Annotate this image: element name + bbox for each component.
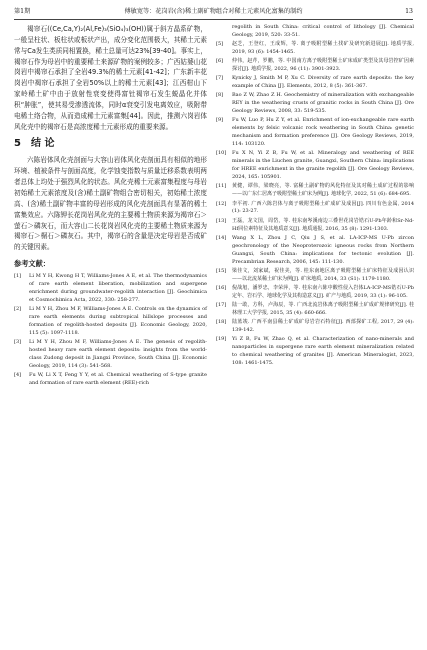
section-number: 5: [14, 138, 21, 150]
reference-number: [18]: [216, 318, 227, 325]
reference-number: [2]: [14, 306, 22, 313]
reference-item: [216, 235, 414, 267]
reference-text: 梁佳文，刘家斌，祝佳美，等. 桂东南地区离子吸附型稀土矿床特征及成因认识——以北流某稀土矿床为例[J]. 矿床地质, 2014, 33 (S1): 1179-1180.: [232, 267, 414, 282]
reference-item: [216, 41, 414, 57]
section-title: 结 论: [30, 138, 55, 150]
reference-item: [216, 302, 414, 318]
reference-text: Kynicky J, Smith M P, Xu C. Diversity of rare earth deposits: the key example of China [J]. Elements, 2012, 8 (5): 361-367.: [232, 75, 414, 90]
reference-number: [17]: [216, 301, 227, 308]
reference-item: [216, 58, 414, 74]
body-paragraph: 褐帘石((Ce,Ca,Y)₂(Al,Fe)₃(SiO₄)₃(OH))属于斜方晶系矿物，一般呈柱状、板柱状或板状产出，成分变化范围极大，其稀土元素常与Ca发生类质同相置换，稀土总量可达23%[39-40]。事实上，褐帘石作为母岩中的重要稀土来源矿物的案例较多；广西姑婆山花岗岩中褐帘石承担了全岩49.3%的稀土元素[41-42]；广东新丰花岗岩中褐帘石承担了全岩50%以上的稀土元素[43]；江西柑山下家岭稀土矿中由于放射性衰变使得富钍褐帘石发生蜕晶化并体积“肿胀”，使其易受渗透流体，同时α衰变引发电离效应，吸附带电稀土络合物，从而造成稀土元素富集[44]。因此，推测六岗岩体风化壳中的褐帘石是高浓度稀土元素形成的重要来源。: [14, 25, 207, 131]
reference-text: 王磊，龙文国，周岱，等. 桂东南岑溪南边三叠世花岗岩锆石U-Pb年龄和Sr-Nd-Hf同位素特征及其地质意义[J]. 地质通报, 2016, 35 (8): 1291-1303.: [232, 217, 414, 232]
reference-text: 仲伟，赵芹，罗鹏，等. 中国南方离子吸附型稀土矿床成矿类型及其母岩控矿因素探讨[J]. 地质学报, 2022, 96 (11): 3901-3923.: [232, 58, 414, 73]
reference-item: [216, 201, 414, 217]
reference-item: [14, 306, 207, 338]
reference-number: [9]: [216, 117, 224, 124]
running-header: [14, 6, 413, 20]
reference-text: Fu W, Li X T, Feng Y Y, et al. Chemical weathering of S-type granite and formation of rare earth element (REE)-rich: [29, 372, 207, 386]
reference-item: [216, 268, 414, 284]
reference-item: [14, 273, 207, 305]
reference-item: [216, 218, 414, 234]
reference-number: [19]: [216, 336, 227, 343]
reference-number: [12]: [216, 200, 227, 207]
reference-item: [14, 372, 207, 388]
reference-text: Li M Y H, Zhou M F, Williams-Jones A E. Controls on the dynamics of rare earth elements during subtropical hillslope processes and formation of regolith-hosted deposits [J]. Economic Geology, 2020, 115 (5): 1097-1118.: [29, 306, 207, 336]
issue-label: 第1期: [14, 8, 31, 15]
reference-text: 黄健，谭伟，梁晓亮，等. 富稀土副矿物的风化特征及其对稀土成矿过程的影响——以广东仁居离子吸附型稀土矿床为例[J]. 地球化学, 2022, 51 (6): 684-695.: [232, 183, 414, 198]
reference-text: regolith in South China: critical control of lithology [J]. Chemical Geology, 2019, 520: 33-51.: [232, 24, 414, 38]
reference-number: [3]: [14, 339, 22, 346]
reference-number: [4]: [14, 372, 22, 379]
reference-item: [216, 183, 414, 199]
reference-list-right: [216, 24, 414, 368]
reference-number: [10]: [216, 150, 227, 157]
reference-item: [216, 319, 414, 335]
reference-text: Li M Y H, Zhou M F, Williams-Jones A E. The genesis of regolith-hosted heavy rare earth element deposits: insights from the world-class Zudong deposit in Jiangxi Province, South China [J]. Economic Geology, 2019, 114 (3): 541-568.: [29, 339, 207, 369]
reference-text: 陆一敢，方科，卢海辰，等. 广西北流岩体离子吸附型稀土矿成矿规律研究[J]. 桂林理工大学学报, 2015, 35 (4): 660-666.: [232, 301, 414, 316]
reference-item: [216, 336, 414, 368]
reference-text: Fu X N, Yi Z B, Fu W, et al. Mineralogy and weathering of REE minerals in the Liuchen granite, Guangxi, Southern China: implications for HREE enrichment in the granite regolith [J]. Ore Geology Reviews, 2024, 165: 105901.: [232, 150, 414, 181]
reference-number: [13]: [216, 217, 227, 224]
reference-item: [216, 117, 414, 149]
reference-item: [216, 285, 414, 301]
reference-number: [5]: [216, 41, 224, 48]
reference-item: [216, 150, 414, 182]
references-heading: 参考文献：: [14, 259, 50, 269]
page-number: 13: [405, 8, 413, 15]
reference-number: [1]: [14, 273, 22, 280]
reference-number: [6]: [216, 58, 224, 65]
reference-text: Fu W, Luo P, Hu Z Y, et al. Enrichment of ion-exchangeable rare earth elements by felsic volcanic rock weathering in South China: genetic mechanism and formation preference [J]. Ore Geology Reviews, 2019, 114: 103120.: [232, 117, 414, 148]
reference-list-left: [14, 273, 207, 388]
reference-text: 倪战旭，潘罗忠，李荣萍，等. 桂东南六陈中酸性侵入岩体LA-ICP-MS锆石U-Pb定年、岩石学、地球化学及其构造意义[J]. 矿产与地质, 2019, 33 (1): 96-105.: [232, 284, 414, 299]
reference-number: [8]: [216, 92, 224, 99]
reference-text: 陆蓝竣. 广西平南县稀土矿成矿母岩岩石特征[J]. 西部探矿工程, 2017, 29 (4): 139-142.: [232, 318, 414, 333]
reference-item: [216, 92, 414, 116]
reference-item: [14, 339, 207, 371]
reference-number: [11]: [216, 183, 227, 190]
reference-number: [7]: [216, 75, 224, 82]
reference-item: [216, 24, 414, 40]
section-heading: [14, 137, 207, 151]
body-paragraph: 六陈岩体风化壳剖面与大容山岩体风化壳剖面具有相似的地形环境、植被条件与剖面高度，化学蚀变指数与质量迁移系数表明两者总体上均处于强烈风化的状态。风化壳稀土元素富集程度与母岩初始稀土元素浓度及(含)稀土副矿物组合密切相关，初始稀土浓度高、(含)稀土副矿物丰富的母岩形成的风化壳剖面具有显著的稀土富集效应。六陈钾长花岗岩风化壳的主要稀土物质来源为褐帘石＞萤石＞磷灰石，而大容山二长花岗岩风化壳的主要稀土物质来源为褐帘石＞榍石＞磷灰石。其中，褐帘石的含量是决定母岩是否成矿的关键因素。: [14, 156, 207, 252]
reference-item: [216, 75, 414, 91]
right-column: [216, 24, 414, 369]
reference-text: Li M Y H, Kwong H T, Williams-Jones A E, et al. The thermodynamics of rare earth element liberation, mobilization and supergene enrichment during groundwater-regolith interaction [J]. Geochimica et Cosmochimica Acta, 2022, 330: 258-277.: [29, 273, 207, 303]
reference-text: Yi Z B, Fu W, Zhao Q, et al. Characterization of nano-minerals and nanoparticles in supergene rare earth element mineralization related to chemical weathering of granites [J]. American Mineralogist, 2023, 108: 1461-1475.: [232, 336, 414, 366]
reference-number: [15]: [216, 267, 227, 274]
reference-text: 李平初. 广西六陈岩体与离子吸附型稀土矿成矿及成因[J]. 四川有色金属, 2014 (1): 23-27.: [232, 200, 414, 215]
reference-text: 赵芝，王登红，王成辉，等. 离子吸附型稀土找矿及研究新进展[J]. 地质学报, 2019, 93 (6): 1454-1465.: [232, 41, 414, 56]
reference-number: [14]: [216, 234, 227, 241]
reference-text: Bao Z W, Zhao Z H. Geochemistry of mineralization with exchangeable REY in the weathering crusts of granitic rocks in South China [J]. Ore Geology Reviews, 2008, 33: 519-535.: [232, 92, 414, 115]
running-title: 傅敏宽等：花岗岩(含)稀土副矿物组合对稀土元素风化富集的制约: [124, 8, 303, 15]
reference-number: [16]: [216, 284, 227, 291]
left-column: [14, 24, 207, 389]
reference-text: Wang X L, Zhou J C, Qiu J S, et al. LA-ICP-MS U-Pb zircon geochronology of the Neoproterozoic igneous rocks from Northern Guangxi, South China: implications for tectonic evolution [J]. Precambrian Research, 2006, 145: 111-130.: [232, 234, 414, 265]
